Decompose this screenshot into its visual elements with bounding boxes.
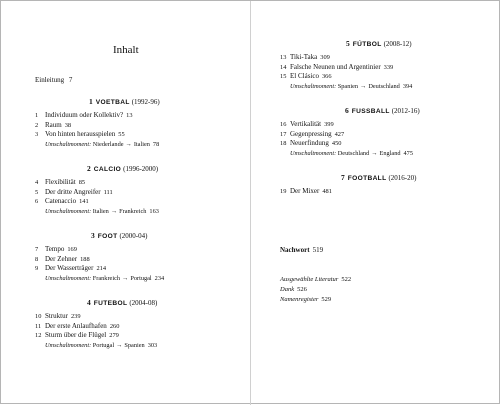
toc-item bbox=[280, 139, 413, 149]
nachwort-page: 519 bbox=[312, 246, 324, 254]
item-title: Der erste Anlaufhafen bbox=[45, 321, 107, 330]
chapter-name: FOOTBALL bbox=[347, 175, 387, 182]
item-title: Vertikalität bbox=[290, 120, 322, 128]
toc-item bbox=[35, 322, 157, 332]
arrow-icon: → bbox=[125, 140, 132, 148]
chapter-heading bbox=[87, 298, 157, 308]
item-page: 169 bbox=[67, 246, 77, 253]
chapter-number: 3 bbox=[91, 231, 95, 240]
item-page: 427 bbox=[334, 130, 345, 138]
chapter-items bbox=[35, 178, 159, 216]
nachwort-entry bbox=[280, 246, 323, 254]
appendix-entry bbox=[280, 275, 351, 285]
intro-label: Einleitung bbox=[35, 76, 65, 84]
umschalt-label: Umschaltmoment: bbox=[45, 140, 92, 148]
item-title: Tempo bbox=[45, 245, 65, 253]
chapter-number: 6 bbox=[345, 106, 349, 115]
item-page: 481 bbox=[322, 188, 332, 195]
item-number: 12 bbox=[35, 332, 42, 339]
toc-item bbox=[280, 72, 412, 82]
umschaltmoment-entry bbox=[280, 82, 412, 91]
chapter-number: 7 bbox=[341, 173, 345, 182]
appendix-entry bbox=[280, 285, 351, 295]
item-page: 366 bbox=[321, 73, 332, 80]
item-title: Von hinten herausspielen bbox=[45, 130, 116, 138]
umschalt-label: Umschaltmoment: bbox=[290, 149, 337, 157]
item-number: 19 bbox=[280, 188, 287, 195]
chapter-heading bbox=[91, 231, 147, 241]
toc-item bbox=[35, 121, 159, 131]
umschalt-label: Umschaltmoment: bbox=[45, 207, 92, 215]
item-title: Tiki-Taka bbox=[290, 53, 318, 61]
item-number: 15 bbox=[280, 73, 287, 80]
toc-item bbox=[280, 187, 332, 197]
item-title: Falsche Neunen und Argentinier bbox=[290, 62, 381, 71]
item-page: 260 bbox=[109, 322, 120, 330]
toc-item bbox=[280, 63, 412, 73]
umschalt-from: Deutschland bbox=[337, 149, 370, 157]
toc-item bbox=[280, 53, 412, 63]
chapter-name: VOETBAL bbox=[95, 99, 130, 106]
chapter-items bbox=[35, 245, 164, 283]
chapter-name: FUSSBALL bbox=[351, 108, 390, 115]
item-title: Sturm über die Flügel bbox=[45, 331, 107, 339]
umschalt-label: Umschaltmoment: bbox=[45, 341, 92, 349]
appendix-page: 526 bbox=[297, 286, 307, 293]
chapter-years: (2000-04) bbox=[119, 232, 148, 240]
chapter-years: (1992-96) bbox=[131, 98, 160, 106]
toc-item bbox=[35, 245, 164, 255]
umschaltmoment-entry bbox=[35, 341, 157, 350]
chapter-items bbox=[280, 53, 412, 91]
appendix-entry bbox=[280, 295, 351, 305]
chapter-years: (2012-16) bbox=[391, 107, 420, 115]
toc-item bbox=[35, 197, 159, 207]
item-page: 38 bbox=[64, 121, 72, 129]
appendix-label: Ausgewählte Literatur bbox=[280, 276, 339, 283]
item-page: 141 bbox=[79, 198, 89, 205]
umschalt-to: Portugal bbox=[130, 274, 152, 282]
item-page: 214 bbox=[96, 265, 107, 272]
chapter-years: (1996-2000) bbox=[123, 165, 159, 173]
umschalt-page: 475 bbox=[403, 149, 413, 157]
appendix-page: 522 bbox=[341, 276, 352, 283]
chapter-number: 2 bbox=[87, 164, 91, 173]
item-number: 9 bbox=[35, 265, 39, 272]
item-number: 2 bbox=[35, 121, 39, 129]
toc-item bbox=[35, 178, 159, 188]
umschalt-page: 78 bbox=[152, 140, 160, 148]
chapter-items bbox=[280, 187, 332, 197]
item-number: 7 bbox=[35, 246, 39, 253]
toc-item bbox=[35, 111, 159, 121]
chapter-heading bbox=[87, 164, 158, 174]
appendix-label: Namenregister bbox=[280, 296, 319, 303]
item-title: Gegenpressing bbox=[290, 129, 332, 138]
umschalt-label: Umschaltmoment: bbox=[45, 274, 92, 282]
item-number: 8 bbox=[35, 255, 39, 263]
chapter-name: FUTEBOL bbox=[93, 300, 128, 307]
item-number: 6 bbox=[35, 198, 39, 205]
appendix-label: Dank bbox=[280, 286, 295, 293]
chapter-number: 1 bbox=[89, 97, 93, 106]
umschaltmoment-entry bbox=[35, 140, 159, 149]
chapter-heading bbox=[345, 106, 420, 116]
umschalt-to: Deutschland bbox=[368, 82, 400, 90]
chapter-items bbox=[280, 120, 413, 158]
item-page: 55 bbox=[118, 131, 125, 138]
umschalt-to: Spanien bbox=[124, 341, 145, 349]
toc-item bbox=[280, 130, 413, 140]
chapter-years: (2004-08) bbox=[129, 299, 158, 307]
item-title: El Clásico bbox=[290, 72, 319, 80]
chapter-number: 4 bbox=[87, 298, 91, 307]
page-title: Inhalt bbox=[113, 44, 139, 56]
chapter-heading bbox=[341, 173, 416, 183]
item-page: 279 bbox=[109, 332, 119, 339]
item-number: 4 bbox=[35, 179, 39, 186]
item-page: 309 bbox=[320, 54, 330, 61]
item-page: 339 bbox=[383, 63, 394, 71]
intro-entry bbox=[35, 76, 72, 85]
umschalt-from: Spanien bbox=[337, 82, 359, 90]
item-number: 13 bbox=[280, 54, 287, 61]
item-page: 13 bbox=[126, 112, 133, 119]
umschaltmoment-entry bbox=[280, 149, 413, 158]
item-page: 399 bbox=[324, 121, 334, 128]
appendix-list bbox=[280, 275, 351, 305]
item-number: 17 bbox=[280, 130, 287, 138]
chapter-name: FÚTBOL bbox=[352, 41, 382, 48]
arrow-icon: → bbox=[116, 341, 123, 349]
item-title: Struktur bbox=[45, 312, 68, 320]
item-number: 3 bbox=[35, 131, 39, 138]
chapter-items bbox=[35, 312, 157, 350]
chapter-years: (2016-20) bbox=[388, 174, 417, 182]
arrow-icon: → bbox=[110, 207, 118, 215]
item-title: Individuum oder Kollektiv? bbox=[45, 111, 124, 119]
umschalt-to: England bbox=[379, 149, 401, 157]
chapter-name: CALCIO bbox=[93, 166, 122, 173]
toc-item bbox=[35, 264, 164, 274]
item-page: 239 bbox=[70, 313, 81, 320]
chapter-number: 5 bbox=[346, 39, 350, 48]
item-number: 5 bbox=[35, 188, 39, 196]
umschalt-to: Frankreich bbox=[119, 207, 147, 215]
item-page: 85 bbox=[78, 179, 86, 186]
umschalt-from: Frankreich bbox=[92, 274, 121, 282]
toc-item bbox=[35, 130, 159, 140]
item-page: 188 bbox=[80, 255, 90, 263]
umschalt-to: Italien bbox=[133, 140, 150, 148]
chapter-items bbox=[35, 111, 159, 149]
item-title: Der Mixer bbox=[290, 187, 320, 195]
umschalt-from: Portugal bbox=[92, 341, 115, 349]
intro-page: 7 bbox=[68, 76, 73, 84]
arrow-icon: → bbox=[360, 82, 367, 90]
item-number: 10 bbox=[35, 313, 42, 320]
appendix-page: 529 bbox=[321, 296, 332, 303]
umschalt-from: Niederlande bbox=[92, 140, 124, 148]
item-number: 16 bbox=[280, 121, 287, 128]
umschalt-page: 163 bbox=[149, 207, 159, 215]
item-number: 14 bbox=[280, 63, 287, 71]
chapter-years: (2008-12) bbox=[383, 40, 412, 48]
chapter-heading bbox=[346, 39, 412, 49]
item-title: Flexibilität bbox=[45, 178, 76, 186]
umschaltmoment-entry bbox=[35, 207, 159, 216]
item-title: Der Zehner bbox=[45, 254, 78, 263]
item-page: 450 bbox=[331, 140, 342, 147]
toc-item bbox=[35, 312, 157, 322]
page-gutter bbox=[250, 1, 251, 405]
toc-item bbox=[280, 120, 413, 130]
item-title: Der dritte Angreifer bbox=[45, 187, 101, 196]
umschaltmoment-entry bbox=[35, 274, 164, 283]
umschalt-label: Umschaltmoment: bbox=[290, 82, 337, 90]
chapter-name: FOOT bbox=[97, 233, 118, 240]
item-number: 11 bbox=[35, 322, 42, 330]
umschalt-page: 303 bbox=[147, 341, 158, 349]
item-page: 111 bbox=[103, 188, 113, 196]
nachwort-label: Nachwort bbox=[280, 246, 310, 254]
item-number: 18 bbox=[280, 140, 287, 147]
toc-item bbox=[35, 255, 164, 265]
item-title: Neuerfindung bbox=[290, 139, 329, 147]
item-title: Raum bbox=[45, 120, 62, 129]
item-title: Der Wasserträger bbox=[45, 264, 94, 272]
umschalt-page: 394 bbox=[402, 82, 413, 90]
toc-item bbox=[35, 331, 157, 341]
arrow-icon: → bbox=[371, 149, 378, 157]
item-number: 1 bbox=[35, 112, 39, 119]
umschalt-from: Italien bbox=[92, 207, 109, 215]
toc-item bbox=[35, 188, 159, 198]
arrow-icon: → bbox=[122, 274, 129, 282]
chapter-heading bbox=[89, 97, 160, 107]
item-title: Catenaccio bbox=[45, 197, 77, 205]
umschalt-page: 234 bbox=[154, 274, 165, 282]
